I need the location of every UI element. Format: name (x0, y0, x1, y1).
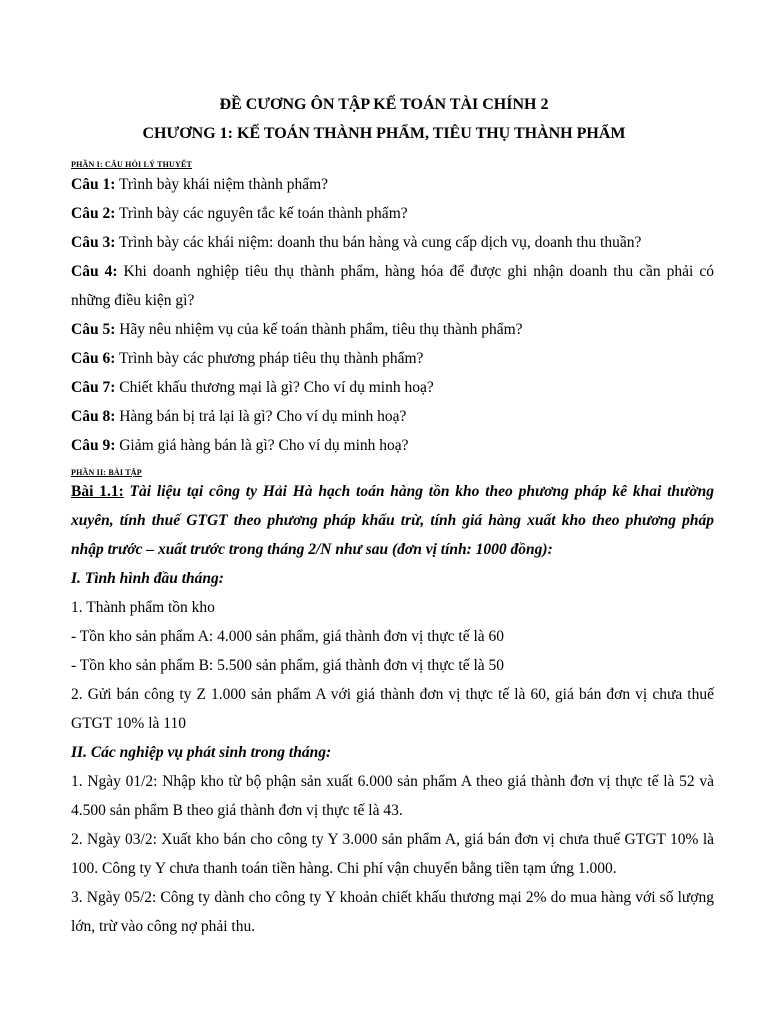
question-label: Câu 9: (71, 437, 116, 454)
question-text: Khi doanh nghiệp tiêu thụ thành phẩm, hàng hóa để được ghi nhận doanh thu cần phải có những điều kiện gì? (71, 263, 714, 309)
question-label: Câu 8: (71, 408, 116, 425)
question-text: Trình bày khái niệm thành phẩm? (115, 176, 329, 193)
question-list (71, 170, 714, 460)
document-title: ĐỀ CƯƠNG ÔN TẬP KẾ TOÁN TÀI CHÍNH 2 (219, 96, 549, 113)
question-2 (71, 199, 714, 228)
transaction-3: 3. Ngày 05/2: Công ty dành cho công ty Y khoản chiết khấu thương mại 2% do mua hàng với số lượng lớn, trừ vào công nợ phải thu. (71, 889, 714, 935)
question-5 (71, 315, 714, 344)
question-text: Hãy nêu nhiệm vụ của kế toán thành phẩm, tiêu thụ thành phẩm? (115, 321, 523, 338)
question-label: Câu 5: (71, 321, 116, 338)
question-label: Câu 6: (71, 350, 116, 367)
exercise-intro-paragraph (71, 477, 714, 564)
question-label: Câu 2: (71, 205, 116, 222)
question-8 (71, 402, 714, 431)
transaction-2: 2. Ngày 03/2: Xuất kho bán cho công ty Y 3.000 sản phẩm A, giá bán đơn vị chưa thuế GTGT 10% là 100. Công ty Y chưa thanh toán tiền hàng. Chi phí vận chuyển bằng tiền tạm ứng 1.000. (71, 831, 714, 877)
question-6 (71, 344, 714, 373)
question-text: Chiết khấu thương mại là gì? Cho ví dụ minh hoạ? (115, 379, 434, 396)
opening-item-1: 1. Thành phẩm tồn kho (71, 599, 215, 616)
question-3 (71, 228, 714, 257)
section-opening-balance: I. Tình hình đầu tháng: (71, 570, 224, 587)
part2-heading: PHẦN II: BÀI TẬP (71, 468, 142, 477)
question-text: Giảm giá hàng bán là gì? Cho ví dụ minh hoạ? (115, 437, 409, 454)
question-text: Trình bày các phương pháp tiêu thụ thành phẩm? (115, 350, 424, 367)
part1-heading: PHẦN I: CÂU HỎI LÝ THUYẾT (71, 160, 193, 169)
question-label: Câu 4: (71, 263, 118, 280)
section-transactions: II. Các nghiệp vụ phát sinh trong tháng: (71, 744, 332, 761)
question-text: Trình bày các nguyên tắc kế toán thành phẩm? (115, 205, 408, 222)
exercise-label: Bài 1.1: (71, 483, 124, 500)
chapter-title: CHƯƠNG 1: KẾ TOÁN THÀNH PHẨM, TIÊU THỤ THÀNH PHẨM (142, 125, 626, 142)
opening-item-a: - Tồn kho sản phẩm A: 4.000 sản phẩm, giá thành đơn vị thực tế là 60 (71, 628, 505, 645)
question-text: Hàng bán bị trả lại là gì? Cho ví dụ minh hoạ? (115, 408, 407, 425)
question-text: Trình bày các khái niệm: doanh thu bán hàng và cung cấp dịch vụ, doanh thu thuần? (115, 234, 642, 251)
exercise-intro: Tài liệu tại công ty Hải Hà hạch toán hàng tồn kho theo phương pháp kê khai thường xuyên, tính thuế GTGT theo phương pháp khấu trừ, tính giá hàng xuất kho theo phương pháp nhập trước – xuất trước trong tháng 2/N như sau (đơn vị tính: 1000 đồng): (71, 483, 714, 558)
question-label: Câu 3: (71, 234, 116, 251)
question-label: Câu 1: (71, 176, 116, 193)
transaction-1: 1. Ngày 01/2: Nhập kho từ bộ phận sản xuất 6.000 sản phẩm A theo giá thành đơn vị thực tế là 52 và 4.500 sản phẩm B theo giá thành đơn vị thực tế là 43. (71, 773, 714, 819)
opening-item-2: 2. Gửi bán công ty Z 1.000 sản phẩm A với giá thành đơn vị thực tế là 60, giá bán đơn vị chưa thuế GTGT 10% là 110 (71, 686, 714, 732)
question-7 (71, 373, 714, 402)
exercise-block (71, 477, 714, 941)
question-4 (71, 257, 714, 315)
question-9 (71, 431, 714, 460)
opening-item-b: - Tồn kho sản phẩm B: 5.500 sản phẩm, giá thành đơn vị thực tế là 50 (71, 657, 505, 674)
question-label: Câu 7: (71, 379, 116, 396)
question-1 (71, 170, 714, 199)
